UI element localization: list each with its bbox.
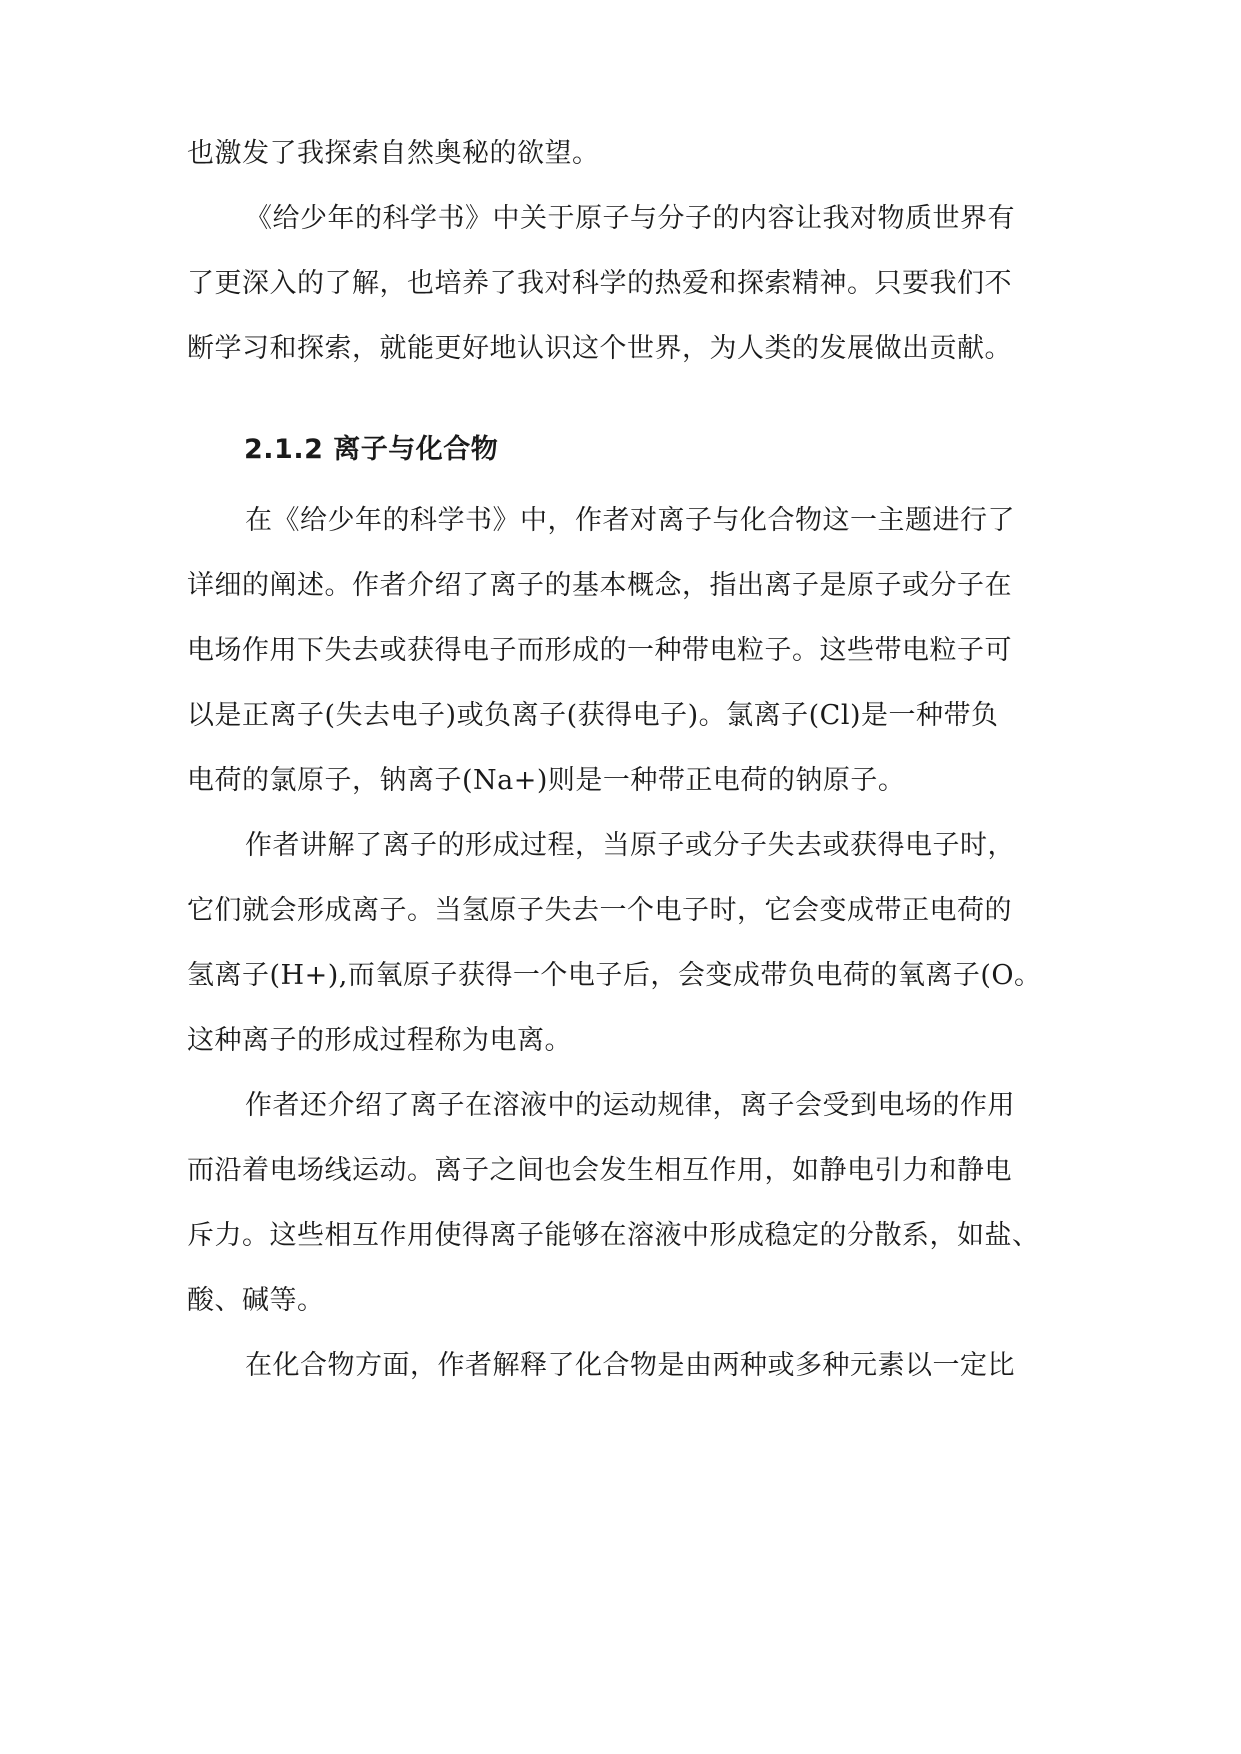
text-line: 斥力。这些相互作用使得离子能够在溶液中形成稳定的分散系，如盐、 bbox=[187, 1220, 1040, 1251]
text-line: 断学习和探索，就能更好地认识这个世界，为人类的发展做出贡献。 bbox=[187, 333, 1012, 364]
text-line: 这种离子的形成过程称为电离。 bbox=[187, 1025, 572, 1056]
paragraph-first-line: 作者讲解了离子的形成过程，当原子或分子失去或获得电子时， bbox=[245, 830, 1015, 861]
text-line: 以是正离子(失去电子)或负离子(获得电子)。氯离子(Cl)是一种带负 bbox=[187, 700, 999, 731]
text-line: 而沿着电场线运动。离子之间也会发生相互作用，如静电引力和静电 bbox=[187, 1155, 1012, 1186]
text-line: 也激发了我探索自然奥秘的欲望。 bbox=[187, 138, 600, 169]
paragraph-first-line: 《给少年的科学书》中关于原子与分子的内容让我对物质世界有 bbox=[245, 203, 1015, 234]
text-line: 氢离子(H+),而氧原子获得一个电子后，会变成带负电荷的氧离子(O。 bbox=[187, 960, 1042, 991]
text-line: 了更深入的了解，也培养了我对科学的热爱和探索精神。只要我们不 bbox=[187, 268, 1012, 299]
paragraph-first-line: 在化合物方面，作者解释了化合物是由两种或多种元素以一定比 bbox=[245, 1350, 1015, 1381]
text-line: 酸、碱等。 bbox=[187, 1285, 325, 1316]
text-line: 电场作用下失去或获得电子而形成的一种带电粒子。这些带电粒子可 bbox=[187, 635, 1012, 666]
text-line: 它们就会形成离子。当氢原子失去一个电子时，它会变成带正电荷的 bbox=[187, 895, 1012, 926]
section-heading: 2.1.2 离子与化合物 bbox=[244, 434, 499, 465]
text-line: 电荷的氯原子，钠离子(Na+)则是一种带正电荷的钠原子。 bbox=[187, 765, 906, 796]
paragraph-first-line: 在《给少年的科学书》中，作者对离子与化合物这一主题进行了 bbox=[245, 505, 1015, 536]
text-line: 详细的阐述。作者介绍了离子的基本概念，指出离子是原子或分子在 bbox=[187, 570, 1012, 601]
paragraph-first-line: 作者还介绍了离子在溶液中的运动规律，离子会受到电场的作用 bbox=[245, 1090, 1015, 1121]
